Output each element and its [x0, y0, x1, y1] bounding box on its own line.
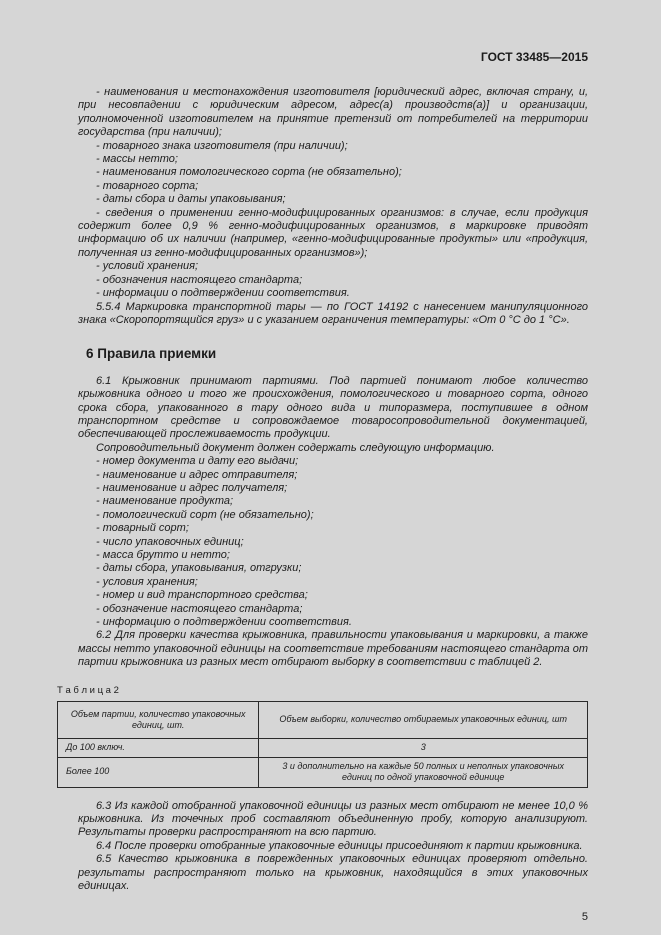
paragraph: - наименования и местонахождения изготовителя [юридический адрес, включая страну, и, при несовпадении с юридическим адресом, адрес(а) производств(а)] и организации, уполномоченной изготовителем на принятие претензий от потребителей на территории государства (при наличии); — [78, 86, 588, 139]
paragraph: 6.5 Качество крыжовника в поврежденных упаковочных единицах проверяют отдельно. результаты распространяют только на крыжовник, находящийся в этих упаковочных единицах. — [78, 853, 588, 892]
paragraph: 6.1 Крыжовник принимают партиями. Под партией понимают любое количество крыжовника одного и того же происхождения, помологического и товарного сорта, одного срока сбора, упакованного в тару одного вида и типоразмера, поступившее в одном транспортном средстве и сопровождаемое товаросопроводительной документацией, обеспечивающей прослеживаемость продукции. — [78, 374, 588, 441]
paragraph: - наименование продукта; — [96, 495, 234, 508]
table-2 — [57, 701, 588, 788]
table-row — [58, 757, 588, 787]
paragraph: 6.3 Из каждой отобранной упаковочной единицы из разных мест отбирают не менее 10,0 % крыжовника. Из точечных проб составляют объединенную пробу, которую анализируют. Результаты проверки распространяют на всю партию. — [78, 799, 588, 839]
table-cell: 3 — [259, 739, 588, 758]
paragraph: - товарный сорт; — [96, 522, 189, 535]
paragraph: - даты сбора и даты упаковывания; — [96, 193, 286, 206]
paragraph: 6.4 После проверки отобранные упаковочные единицы присоединяют к партии крыжовника. — [96, 839, 583, 852]
paragraph: - наименование и адрес получателя; — [96, 481, 288, 494]
table-label: Т а б л и ц а 2 — [57, 684, 119, 696]
paragraph: - обозначение настоящего стандарта; — [96, 602, 303, 615]
paragraph: - массы нетто; — [96, 153, 178, 166]
paragraph: - сведения о применении генно-модифицированных организмов: в случае, если продукция содержит более 0,9 % генно-модифицированных организмов, в маркировке приводят информацию об их наличии (например, «генно-модифицированные продукты» или «продукция, полученная из генно-модифицированных организмов»); — [78, 206, 588, 259]
document-body — [57, 86, 588, 893]
doc-number: ГОСТ 33485—2015 — [480, 50, 588, 64]
table-header-row — [58, 702, 588, 739]
paragraph: 5.5.4 Маркировка транспортной тары — по ГОСТ 14192 с нанесением манипуляционного знака «Скоропортящийся груз» и с указанием ограничения температуры: «От 0 °С до 1 °С». — [78, 300, 588, 326]
paragraph: 6.2 Для проверки качества крыжовника, правильности упаковывания и маркировки, а также массы нетто упаковочной единицы на соответствие требованиям настоящего стандарта от партии крыжовника из разных мест отбирают выборку в соответствии с таблицей 2. — [78, 629, 588, 669]
section-heading: 6 Правила приемки — [86, 346, 217, 362]
paragraph: - даты сбора, упаковывания, отгрузки; — [96, 562, 302, 575]
paragraph: - обозначения настоящего стандарта; — [96, 273, 303, 286]
paragraph: - наименования помологического сорта (не обязательно); — [96, 166, 402, 179]
table-row — [58, 739, 588, 758]
paragraph: - информацию о подтверждении соответствия. — [96, 616, 352, 629]
table-cell: До 100 включ. — [58, 739, 259, 758]
paragraph: - информации о подтверждении соответствия. — [96, 287, 350, 300]
paragraph: - номер документа и дату его выдачи; — [96, 455, 299, 468]
paragraph: - условия хранения; — [96, 575, 198, 588]
paragraph: - условий хранения; — [96, 260, 199, 273]
body-blocks-after-table — [78, 800, 588, 894]
paragraph: - масса брутто и нетто; — [96, 549, 230, 561]
paragraph: Сопроводительный документ должен содержать следующую информацию. — [96, 441, 495, 454]
table-cell: 3 и дополнительно на каждые 50 полных и неполных упаковочных единиц по одной упаковочной единице — [259, 757, 588, 787]
table-header-cell: Объем выборки, количество отбираемых упаковочных единиц, шт — [259, 702, 588, 739]
page-number: 5 — [581, 911, 588, 924]
paragraph: - число упаковочных единиц; — [96, 535, 244, 548]
paragraph: - товарного сорта; — [96, 179, 199, 192]
table-cell: Более 100 — [58, 757, 259, 787]
paragraph: - товарного знака изготовителя (при наличии); — [96, 139, 348, 152]
table-header-cell: Объем партии, количество упаковочных единиц, шт. — [58, 702, 259, 739]
paragraph: - помологический сорт (не обязательно); — [96, 508, 314, 521]
body-blocks-before-table — [78, 86, 588, 670]
paragraph: - наименование и адрес отправителя; — [96, 468, 298, 481]
paragraph: - номер и вид транспортного средства; — [96, 589, 308, 602]
